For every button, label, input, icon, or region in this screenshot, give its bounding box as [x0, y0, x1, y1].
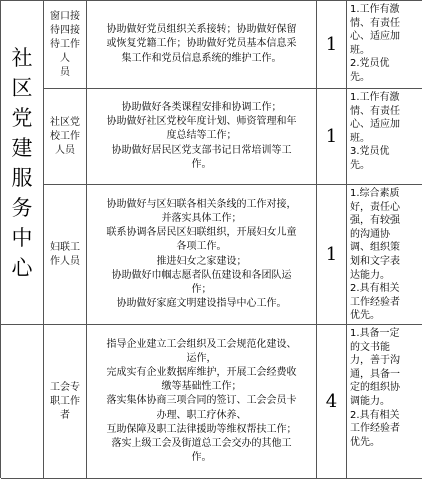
headcount-cell — [317, 325, 347, 479]
requirement-line: 先。 — [350, 159, 370, 171]
dept-line: 社区党 — [50, 116, 80, 128]
requirement-line: 1.综合素质 — [350, 188, 400, 199]
duty-line: 度总结等工作； — [166, 130, 237, 142]
requirement-line: 优先。 — [350, 310, 380, 322]
main-label-char: 区 — [11, 75, 33, 100]
requirement-line: 划和文字表 — [350, 255, 400, 267]
requirement-line: 调能力。 — [350, 395, 390, 407]
headcount-value: 4 — [325, 391, 338, 412]
dept-line: 工会专 — [50, 381, 80, 393]
duty-line: 办理、职工疗休养、 — [156, 409, 247, 421]
duties-cell — [87, 89, 317, 185]
requirement-line: 的文书能 — [350, 341, 390, 353]
department-cell — [44, 1, 87, 89]
duty-line: 联系协调各居民区妇联组织，开展妇女儿童 — [106, 227, 297, 239]
dept-line: 妇联工 — [50, 241, 80, 253]
headcount-cell — [317, 1, 347, 89]
requirement-line: 力，善于沟 — [350, 355, 400, 367]
duty-line: 落实上级工会及街道总工会交办的其他工 — [111, 438, 292, 449]
main-label-blank-cell — [1, 325, 44, 479]
dept-line: 人员 — [55, 144, 75, 156]
duty-line: 推进妇女之家建设； — [156, 255, 247, 267]
dept-line: 作人员 — [50, 255, 80, 267]
requirement-line: 心、适应加 — [350, 119, 400, 131]
requirement-line: 1.工作有激 — [350, 4, 400, 15]
dept-line: 校工作 — [50, 130, 80, 142]
department-cell — [44, 325, 87, 479]
duties-cell — [87, 1, 317, 89]
main-label-char: 社 — [11, 45, 33, 70]
requirement-line: 通，具备一 — [350, 368, 400, 380]
requirement-line: 达能力。 — [350, 269, 390, 281]
requirement-line: 班。 — [350, 132, 370, 144]
department-cell — [44, 89, 87, 185]
headcount-value: 1 — [325, 34, 338, 55]
requirement-line: 1.具备一定 — [350, 328, 400, 339]
main-label-char: 务 — [11, 195, 33, 220]
main-department-label — [1, 1, 44, 325]
duty-line: 协助做好各类课程安排和协调工作； — [121, 101, 282, 113]
requirement-line: 2.具有相关 — [350, 409, 400, 421]
main-label-char: 心 — [11, 255, 33, 280]
headcount-cell — [317, 185, 347, 325]
duty-line: 落实集体协商三项合同的签订、工会会员卡 — [106, 395, 297, 407]
duty-line: 作； — [191, 283, 212, 295]
requirement-line: 工作经验者 — [350, 423, 400, 435]
requirement-line: 心、适应加 — [350, 31, 400, 43]
requirement-line: 的沟通协 — [350, 228, 390, 240]
requirements-cell — [347, 185, 422, 325]
duty-line: 协助做好党员组织关系接转；协助做好保留 — [106, 24, 297, 36]
requirement-line: 1.工作有激 — [350, 92, 400, 103]
requirement-line: 情、有责任 — [350, 17, 400, 29]
duty-line: 互助保障及职工法律援助等维权帮扶工作； — [106, 423, 297, 435]
duty-line: 完成实有企业数据库维护，开展工会经费收 — [106, 366, 297, 378]
requirements-cell — [347, 325, 422, 479]
duty-line: 作。 — [191, 158, 212, 170]
headcount-cell — [317, 89, 347, 185]
main-label-char: 党 — [11, 105, 33, 130]
dept-line: 职工作 — [50, 395, 80, 407]
requirement-line: 优先。 — [350, 436, 380, 448]
dept-line: 员 — [60, 66, 70, 78]
duty-line: 集工作和党员信息系统的维护工作。 — [121, 52, 282, 64]
duties-cell — [87, 185, 317, 325]
requirements-cell — [347, 89, 422, 185]
duty-line: 缴等基础性工作； — [161, 381, 242, 393]
duty-line: 作。 — [191, 452, 212, 464]
department-cell — [44, 185, 87, 325]
duty-line: 或恢复党籍工作；协助做好党员基本信息采 — [106, 38, 297, 50]
dept-line: 者 — [60, 409, 70, 421]
requirement-line: 好，责任心 — [350, 201, 400, 213]
duty-line: 运作， — [186, 352, 217, 364]
main-label-char: 服 — [11, 165, 33, 190]
requirement-line: 先。 — [350, 71, 370, 83]
duty-line: 并落实具体工作； — [161, 212, 242, 224]
requirement-line: 强，有较强 — [350, 215, 400, 227]
duty-line: 协助做好社区党校年度计划、师资管理和年 — [106, 116, 297, 128]
requirement-line: 2.具有相关 — [350, 283, 400, 295]
dept-line: 待四接 — [50, 24, 80, 36]
duty-line: 协助做好巾帼志愿者队伍建设和各团队运 — [111, 269, 292, 281]
main-label-char: 建 — [11, 135, 33, 160]
duty-line: 各项工作。 — [176, 241, 227, 253]
duties-cell — [87, 325, 317, 479]
requirement-line: 工作经验者 — [350, 296, 400, 308]
requirement-line: 2.党员优 — [350, 58, 390, 70]
duty-line: 协助做好与区妇联各相关条线的工作对接， — [106, 198, 297, 210]
headcount-value: 1 — [325, 126, 338, 147]
headcount-value: 1 — [325, 244, 338, 265]
requirement-line: 调、组织策 — [350, 242, 400, 254]
requirement-line: 情、有责任 — [350, 105, 400, 117]
requirements-cell — [347, 1, 422, 89]
main-label-char: 中 — [11, 225, 33, 250]
dept-line: 窗口接 — [50, 10, 80, 22]
requirement-line: 3.党员优 — [350, 146, 390, 158]
duty-line: 协助做好家庭文明建设指导中心工作。 — [116, 298, 287, 310]
dept-line: 待工作人 — [50, 38, 80, 64]
duty-line: 协助做好居民区党支部书记日常培训等工 — [111, 144, 292, 156]
requirement-line: 班。 — [350, 44, 370, 56]
duty-line: 指导企业建立工会组织及工会规范化建设、 — [106, 338, 297, 350]
requirement-line: 定的组织协 — [350, 382, 400, 394]
